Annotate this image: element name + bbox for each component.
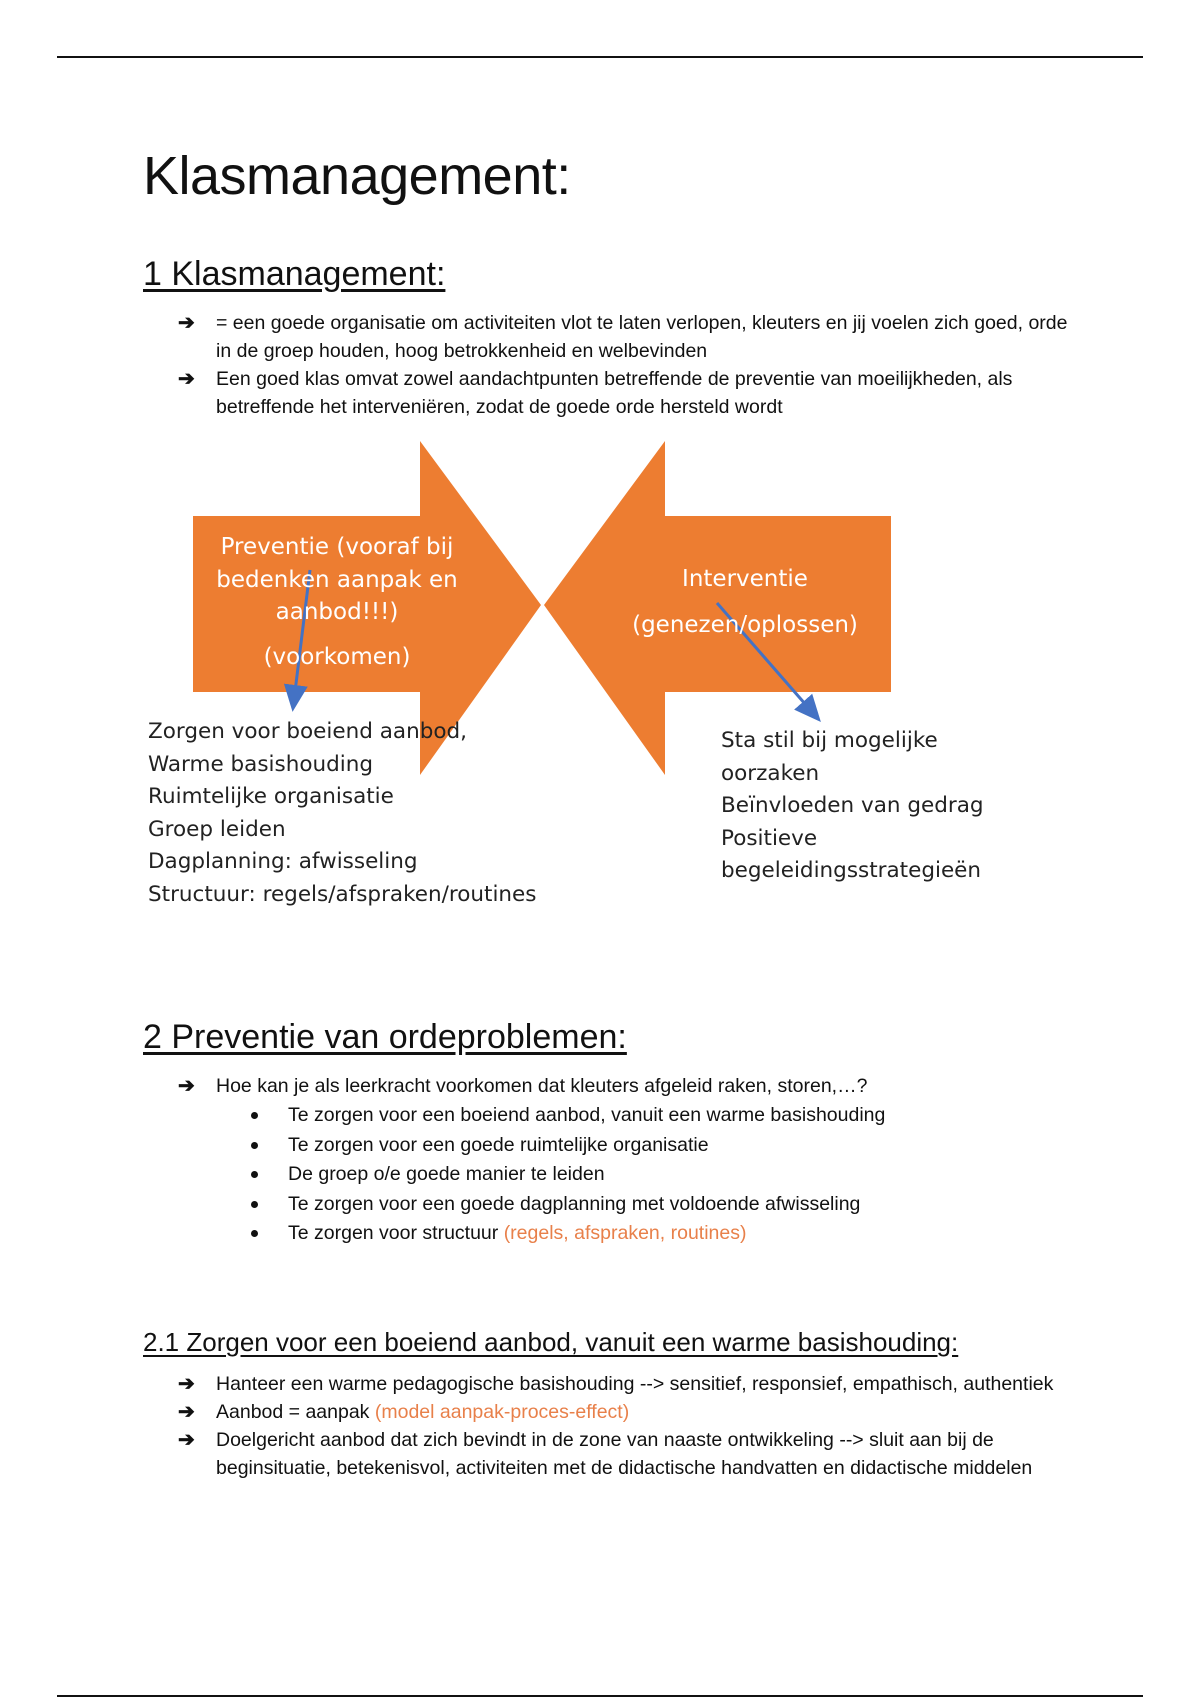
list-item: Zorgen voor boeiend aanbod, bbox=[148, 719, 467, 744]
list-item: Structuur: regels/afspraken/routines bbox=[148, 881, 537, 907]
list-item: ➔ Aanbod = aanpak (model aanpak-proces-effect) bbox=[178, 1398, 1078, 1426]
arrow-bullet-icon: ➔ bbox=[178, 1401, 195, 1423]
bullet-dot-icon bbox=[251, 1201, 258, 1208]
list-item: Te zorgen voor een goede ruimtelijke organisatie bbox=[245, 1131, 885, 1161]
arrow-bullet-icon: ➔ bbox=[178, 1075, 195, 1097]
list-item: ➔ Hoe kan je als leerkracht voorkomen dat kleuters afgeleid raken, storen,…? bbox=[178, 1072, 1078, 1100]
section2-question bbox=[178, 1072, 1078, 1100]
structure-note: (regels, afspraken, routines) bbox=[503, 1222, 747, 1244]
model-note: (model aanpak-proces-effect) bbox=[374, 1401, 630, 1423]
list-item: Te zorgen voor een goede dagplanning met voldoende afwisseling bbox=[245, 1190, 885, 1220]
list-item: ➔ Een goed klas omvat zowel aandachtpunten betreffende de preventie van moeilijkheden, als betreffende het interveniëren, zodat de goede orde hersteld wordt bbox=[178, 365, 1078, 421]
section2-heading: 2 Preventie van ordeproblemen: bbox=[143, 1018, 627, 1056]
list-item: Beïnvloeden van gedrag bbox=[721, 793, 984, 818]
section21-heading: 2.1 Zorgen voor een boeiend aanbod, vanuit een warme basishouding: bbox=[143, 1327, 959, 1357]
list-item: begeleidingsstrategieën bbox=[721, 858, 982, 883]
arrow-bullet-icon: ➔ bbox=[178, 312, 195, 334]
list-item: Warme basishouding bbox=[148, 751, 374, 777]
list-item: Groep leiden bbox=[148, 816, 286, 842]
intervention-list bbox=[721, 725, 984, 888]
list-item: oorzaken bbox=[721, 760, 820, 786]
list-item: Dagplanning: afwisseling bbox=[148, 849, 418, 874]
bullet-dot-icon bbox=[251, 1142, 258, 1149]
list-item: Ruimtelijke organisatie bbox=[148, 784, 394, 809]
intervention-label: Interventie (genezen/oplossen) bbox=[632, 566, 858, 638]
list-item: Te zorgen voor een boeiend aanbod, vanuit een warme basishouding bbox=[245, 1101, 885, 1131]
arrow-bullet-icon: ➔ bbox=[178, 1429, 195, 1451]
list-item: ➔ = een goede organisatie om activiteiten vlot te laten verlopen, kleuters en jij voelen zich goed, orde in de groep houden, hoog betrokkenheid en welbevinden bbox=[178, 309, 1078, 365]
bullet-dot-icon bbox=[251, 1230, 258, 1237]
list-item: Sta stil bij mogelijke bbox=[721, 728, 938, 753]
list-item: De groep o/e goede manier te leiden bbox=[245, 1160, 885, 1190]
list-item: Te zorgen voor structuur (regels, afspraken, routines) bbox=[245, 1219, 885, 1249]
bullet-dot-icon bbox=[251, 1112, 258, 1119]
list-item: ➔ Hanteer een warme pedagogische basishouding --> sensitief, responsief, empathisch, authentiek bbox=[178, 1370, 1078, 1398]
bullet-dot-icon bbox=[251, 1171, 258, 1178]
arrow-bullet-icon: ➔ bbox=[178, 1373, 195, 1395]
section21-list bbox=[178, 1370, 1078, 1482]
list-item: Positieve bbox=[721, 825, 818, 851]
prevention-list bbox=[148, 716, 536, 911]
prevention-label: Preventie (vooraf bij bedenken aanpak en aanbod!!!) (voorkomen) bbox=[216, 534, 458, 670]
arrow-bullet-icon: ➔ bbox=[178, 368, 195, 390]
bottom-rule bbox=[57, 1695, 1143, 1697]
section1-heading: 1 Klasmanagement: bbox=[143, 255, 446, 293]
list-item: ➔ Doelgericht aanbod dat zich bevindt in de zone van naaste ontwikkeling --> sluit aan bij de beginsituatie, betekenisvol, activiteiten met de didactische handvatten en didactische middelen bbox=[178, 1426, 1078, 1482]
section2-bullets bbox=[245, 1101, 885, 1249]
page-title: Klasmanagement: bbox=[143, 146, 571, 206]
